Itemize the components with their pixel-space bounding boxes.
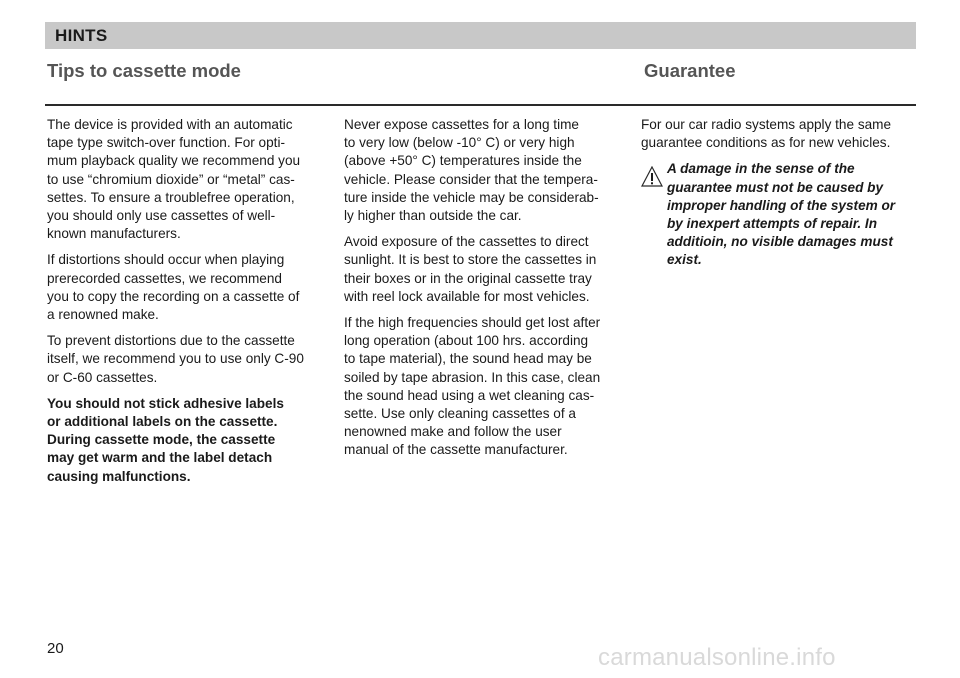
column-cassette-tips bbox=[47, 116, 332, 494]
column-cassette-care bbox=[344, 116, 629, 468]
heading-divider bbox=[45, 104, 916, 106]
section-title: HINTS bbox=[55, 26, 108, 45]
warning-triangle-icon bbox=[641, 166, 663, 188]
paragraph-guarantee-conditions: For our car radio systems apply the same guarantee conditions as for new vehicles. bbox=[641, 117, 892, 151]
paragraph-tape-type: The device is provided with an automatic tape type switch-over function. For opti- mum playback quality we recommend you to use “chromium dioxide” or “metal” cas- settes. To ensure a troublefree operation, you should only use cassettes of well- known manufacturers. bbox=[47, 117, 301, 242]
guarantee-heading: Guarantee bbox=[644, 60, 736, 81]
paragraph-label-warning: You should not stick adhesive labels or additional labels on the cassette. During cassette mode, the cassette may get warm and the label detach causing malfunctions. bbox=[47, 395, 284, 484]
paragraph-temperature: Never expose cassettes for a long time to very low (below -10° C) or very high (above +50° C) temperatures inside the vehicle. Please consider that the tempera- ture inside the vehicle may be considerab- ly higher than outside the car. bbox=[344, 117, 599, 224]
paragraph-distortions: If distortions should occur when playing prerecorded cassettes, we recommend you to copy the recording on a cassette of a renowned make. bbox=[47, 252, 300, 323]
paragraph-sunlight: Avoid exposure of the cassettes to direct sunlight. It is best to store the cassettes in their boxes or in the original cassette tray with reel lock available for most vehicles. bbox=[344, 234, 597, 304]
watermark: carmanualsonline.info bbox=[598, 644, 836, 671]
warning-text: A damage in the sense of the guarantee must not be caused by improper handling of the system or by inexpert attempts of repair. In additioin, no visible damages must exist. bbox=[667, 161, 896, 268]
cassette-tips-heading: Tips to cassette mode bbox=[47, 60, 241, 81]
guarantee-warning bbox=[641, 160, 921, 269]
column-guarantee bbox=[641, 116, 921, 270]
section-header-bar bbox=[45, 22, 916, 49]
page-number: 20 bbox=[47, 640, 64, 657]
paragraph-sound-head: If the high frequencies should get lost after long operation (about 100 hrs. according to tape material), the sound head may be soiled by tape abrasion. In this case, clean the sound head using a wet cleaning cas- sette. Use only cleaning cassettes of a nenowned make and follow the user manual of the cassette manufacturer. bbox=[344, 315, 601, 458]
paragraph-cassette-length: To prevent distortions due to the cassette itself, we recommend you to use only C-90 or C-60 cassettes. bbox=[47, 333, 304, 385]
